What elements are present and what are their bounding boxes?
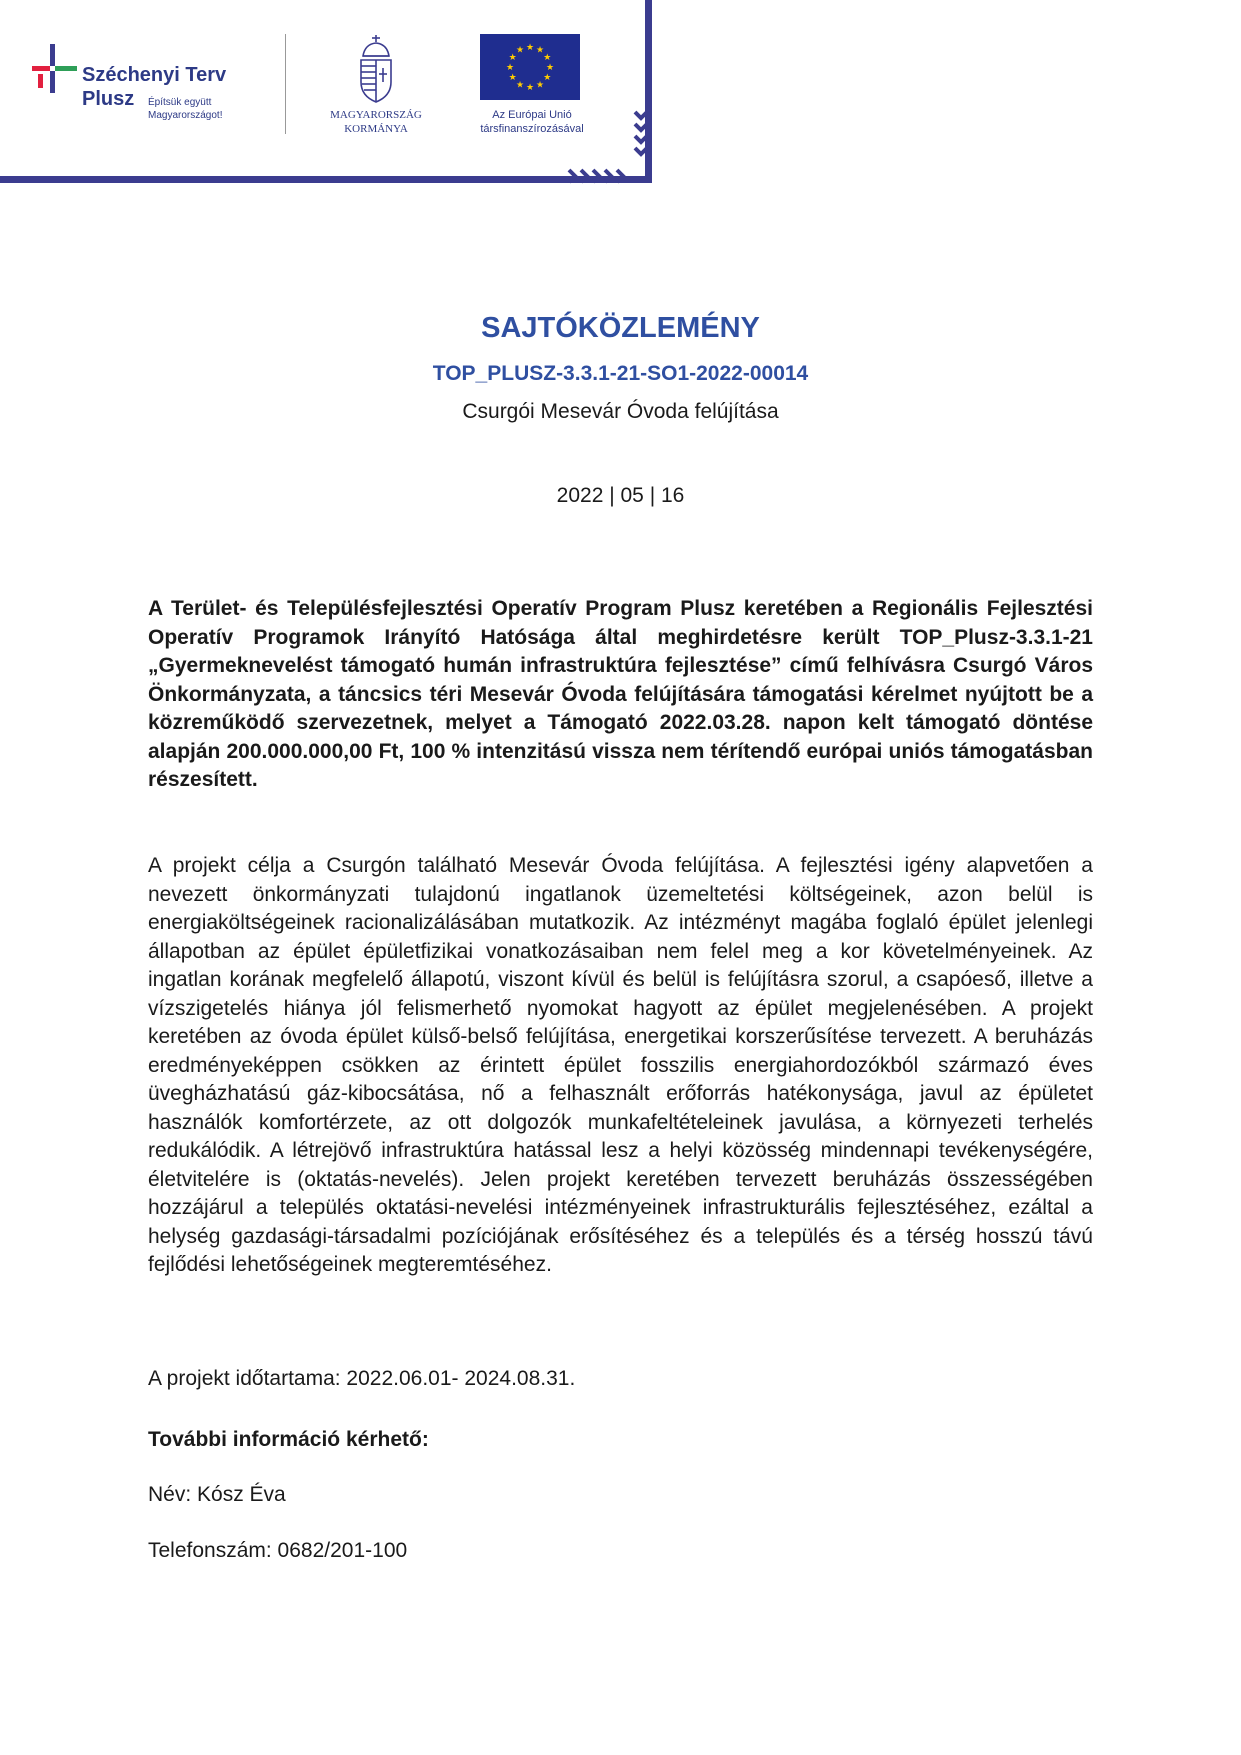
project-duration: A projekt időtartama: 2022.06.01- 2024.08.31. [148, 1367, 576, 1390]
szechenyi-slogan: Építsük együtt Magyarországot! [148, 97, 223, 121]
eu-flag [480, 34, 580, 100]
project-subtitle: Csurgói Mesevár Óvoda felújítása [462, 400, 779, 423]
info-heading: További információ kérhető: [148, 1428, 429, 1451]
svg-text:★: ★ [535, 80, 545, 91]
szechenyi-title: Széchenyi Terv [82, 64, 227, 86]
hungarian-crest-icon [355, 34, 397, 104]
lead-paragraph: A Terület- és Településfejlesztési Operatív Program Plusz keretében a Regionális Fejlesztési Operatív Programok Irányító Hatósága által meghirdetésre került TOP_Plusz-3.3.1-21 „Gyermeknevelést támogató humán infrastruktúra fejlesztése” című felhívásra Csurgó Város Önkormányzata, a táncsics téri Mesevár Óvoda felújítására támogatási kérelmet nyújtott be a közreműködő szervezetnek, melyet a Támogató 2022.03.28. napon kelt támogató döntése alapján 200.000.000,00 Ft, 100 % intenzitású vissza nem térítendő európai uniós támogatásban részesített. [148, 597, 1093, 791]
svg-text:★: ★ [543, 73, 552, 83]
document-title: SAJTÓKÖZLEMÉNY [481, 312, 760, 344]
eu-line1: Az Európai Unió [492, 109, 572, 121]
svg-text:★: ★ [515, 45, 525, 56]
government-line2: KORMÁNYA [344, 123, 408, 135]
chevrons-right-icon [633, 108, 649, 166]
government-line1: MAGYARORSZÁG [330, 109, 422, 121]
szechenyi-plusz: Plusz [82, 88, 135, 110]
eu-stars-icon [480, 34, 580, 100]
eu-text [458, 108, 606, 136]
project-code: TOP_PLUSZ-3.3.1-21-SO1-2022-00014 [432, 362, 809, 385]
svg-text:★: ★ [508, 73, 517, 83]
body-paragraph: A projekt célja a Csurgón található Mesevár Óvoda felújítása. A fejlesztési igény alapvetően a nevezett önkormányzati tulajdonú ingatlanok üzemeltetési költségeinek, azon belül is energiaköltségeinek racionalizálásában mutatkozik. Az intézményt magába foglaló épület jelenlegi állapotban az épület épületfizikai vonatkozásaiban nem felel meg a kor követelményeinek. Az ingatlan korának megfelelő állapotú, viszont kívül és belül is felújításra szorul, a csapóeső, illetve a vízszigetelés hiánya jól felismerhető nyomokat hagyott az épület megjelenésében. A projekt keretében az óvoda épület külső-belső felújítása, energetikai korszerűsítése tervezett. A beruházás eredményeképpen csökken az érintett épület fosszilis energiahordozókból származó éves üvegházhatású gáz-kibocsátása, nő a felhasznált erőforrás hatékonysága, javul az épületet használók komfortérzete, az ott dolgozók munkafeltételeinek javulása, a környezeti terhelés redukálódik. A létrejövő infrastruktúra hatással lesz a helyi közösség mindennapi tevékenységére, életvitelére is (oktatás-nevelés). Jelen projekt keretében tervezett beruházás összességében hozzájárul a település oktatási-nevelési intézményeinek infrastrukturális fejlesztéséhez, ezáltal a helység gazdasági-társadalmi pozíciójának erősítéséhez és a település és a térség hosszú távú fejlődési lehetőségeinek megteremtéséhez. [148, 854, 1093, 1276]
svg-text:★: ★ [543, 53, 552, 63]
svg-text:★: ★ [505, 63, 515, 73]
svg-text:★: ★ [545, 63, 555, 73]
szechenyi-cross-icon [32, 44, 80, 96]
svg-text:★: ★ [515, 80, 525, 91]
chevrons-bottom-icon [565, 168, 629, 184]
document-date: 2022 | 05 | 16 [556, 484, 685, 507]
svg-text:★: ★ [525, 43, 535, 53]
contact-phone: Telefonszám: 0682/201-100 [148, 1539, 408, 1562]
government-text [312, 108, 440, 136]
header-divider [285, 34, 286, 134]
contact-name: Név: Kósz Éva [148, 1483, 286, 1506]
svg-text:★: ★ [508, 53, 517, 63]
eu-line2: társfinanszírozásával [480, 123, 584, 135]
svg-text:★: ★ [535, 45, 545, 56]
svg-text:★: ★ [525, 83, 535, 93]
